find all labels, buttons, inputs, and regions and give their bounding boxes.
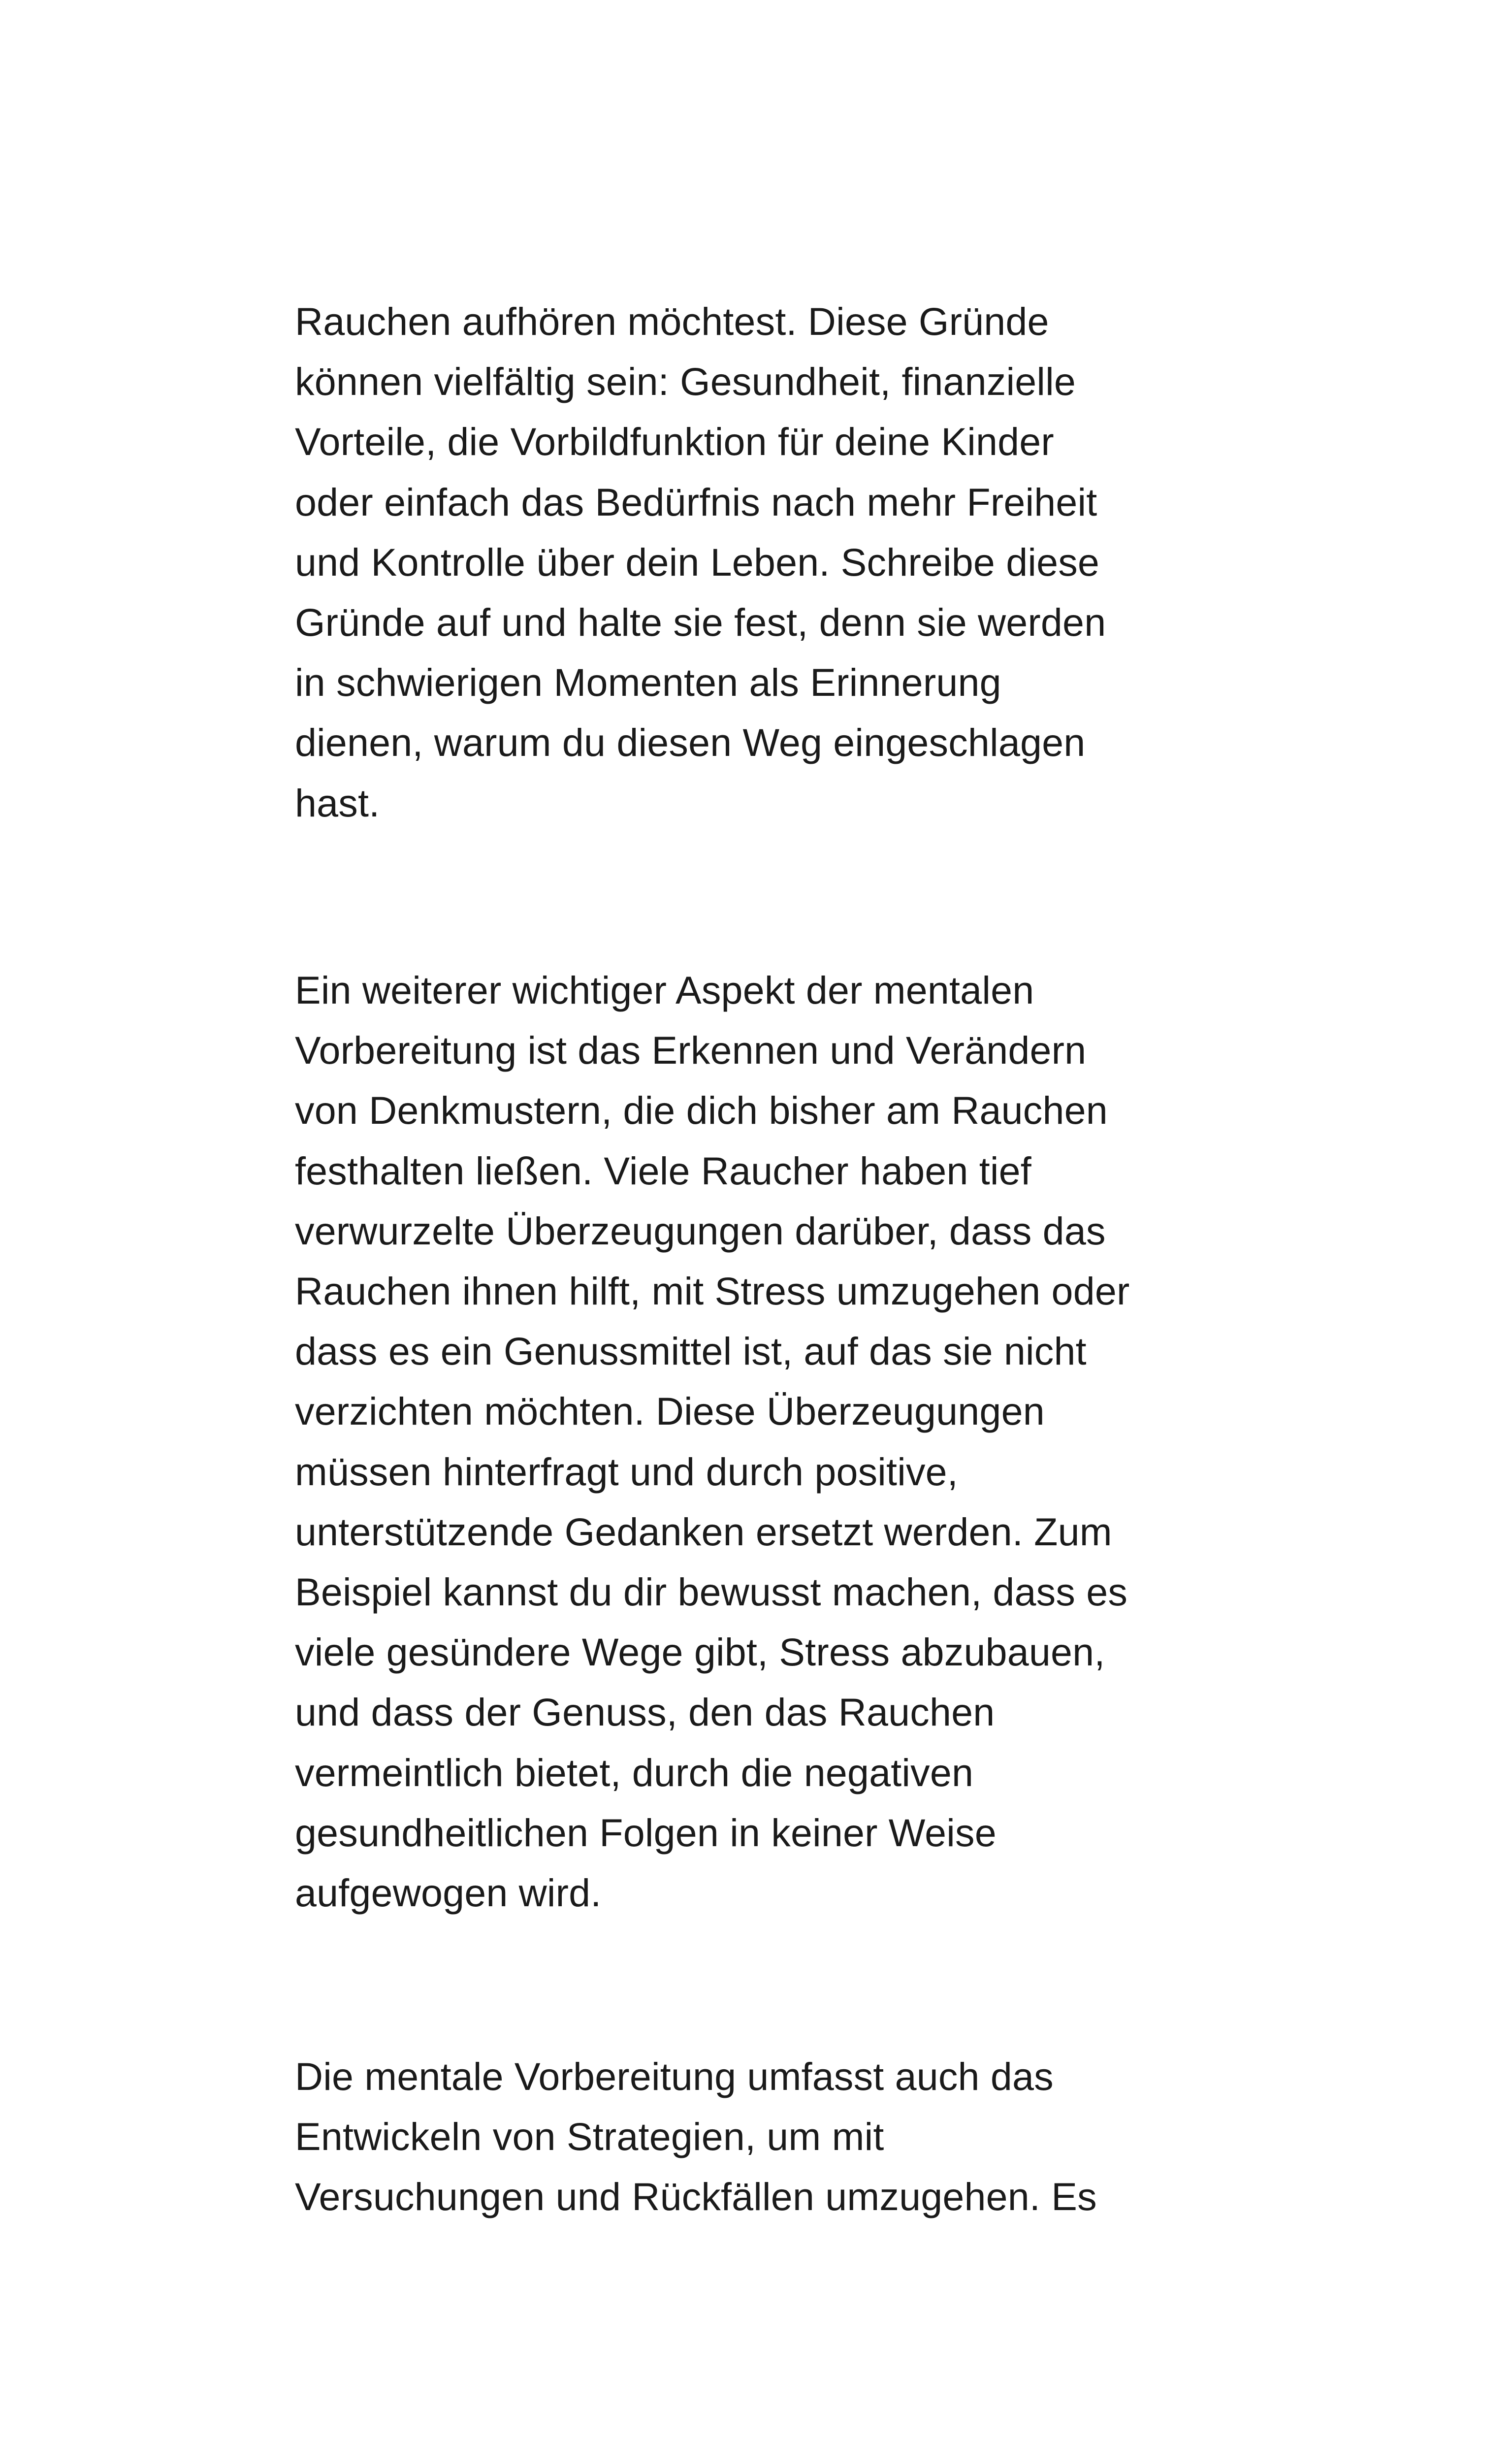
- text-line: Gründe auf und halte sie fest, denn sie werden: [295, 600, 1106, 645]
- text-line: Die mentale Vorbereitung umfasst auch das: [295, 2054, 1054, 2098]
- text-line: festhalten ließen. Viele Raucher haben tief: [295, 1148, 1031, 1193]
- text-line: verzichten möchten. Diese Überzeugungen: [295, 1389, 1045, 1433]
- text-line: von Denkmustern, die dich bisher am Rauchen: [295, 1088, 1108, 1133]
- text-line: Rauchen ihnen hilft, mit Stress umzugehen oder: [295, 1269, 1130, 1313]
- text-line: dienen, warum du diesen Weg eingeschlagen: [295, 720, 1086, 765]
- text-line: und dass der Genuss, den das Rauchen: [295, 1690, 995, 1734]
- text-line: Beispiel kannst du dir bewusst machen, dass es: [295, 1570, 1128, 1614]
- text-line: Entwickeln von Strategien, um mit: [295, 2115, 884, 2159]
- text-line: Vorteile, die Vorbildfunktion für deine Kinder: [295, 420, 1054, 464]
- text-line: Ein weiterer wichtiger Aspekt der mentalen: [295, 968, 1034, 1012]
- paragraph-1: [295, 292, 1280, 833]
- text-line: viele gesündere Wege gibt, Stress abzubauen,: [295, 1630, 1105, 1674]
- text-line: Vorbereitung ist das Erkennen und Verändern: [295, 1028, 1087, 1073]
- text-line: vermeintlich bietet, durch die negativen: [295, 1750, 974, 1794]
- text-line: aufgewogen wird.: [295, 1871, 602, 1915]
- text-line: in schwierigen Momenten als Erinnerung: [295, 660, 1001, 705]
- text-line: müssen hinterfragt und durch positive,: [295, 1449, 958, 1494]
- text-line: Versuchungen und Rückfällen umzugehen. Es: [295, 2175, 1097, 2219]
- text-line: dass es ein Genussmittel ist, auf das sie nicht: [295, 1329, 1087, 1373]
- text-line: Rauchen aufhören möchtest. Diese Gründe: [295, 299, 1049, 343]
- text-line: hast.: [295, 781, 380, 825]
- paragraph-3: [295, 2047, 1280, 2227]
- text-line: unterstützende Gedanken ersetzt werden. Zum: [295, 1509, 1112, 1554]
- text-line: verwurzelte Überzeugungen darüber, dass das: [295, 1208, 1106, 1253]
- text-line: können vielfältig sein: Gesundheit, finanzielle: [295, 359, 1076, 404]
- text-line: gesundheitlichen Folgen in keiner Weise: [295, 1810, 997, 1855]
- paragraph-2: [295, 960, 1280, 1923]
- text-line: und Kontrolle über dein Leben. Schreibe diese: [295, 540, 1100, 584]
- text-line: oder einfach das Bedürfnis nach mehr Freiheit: [295, 480, 1097, 524]
